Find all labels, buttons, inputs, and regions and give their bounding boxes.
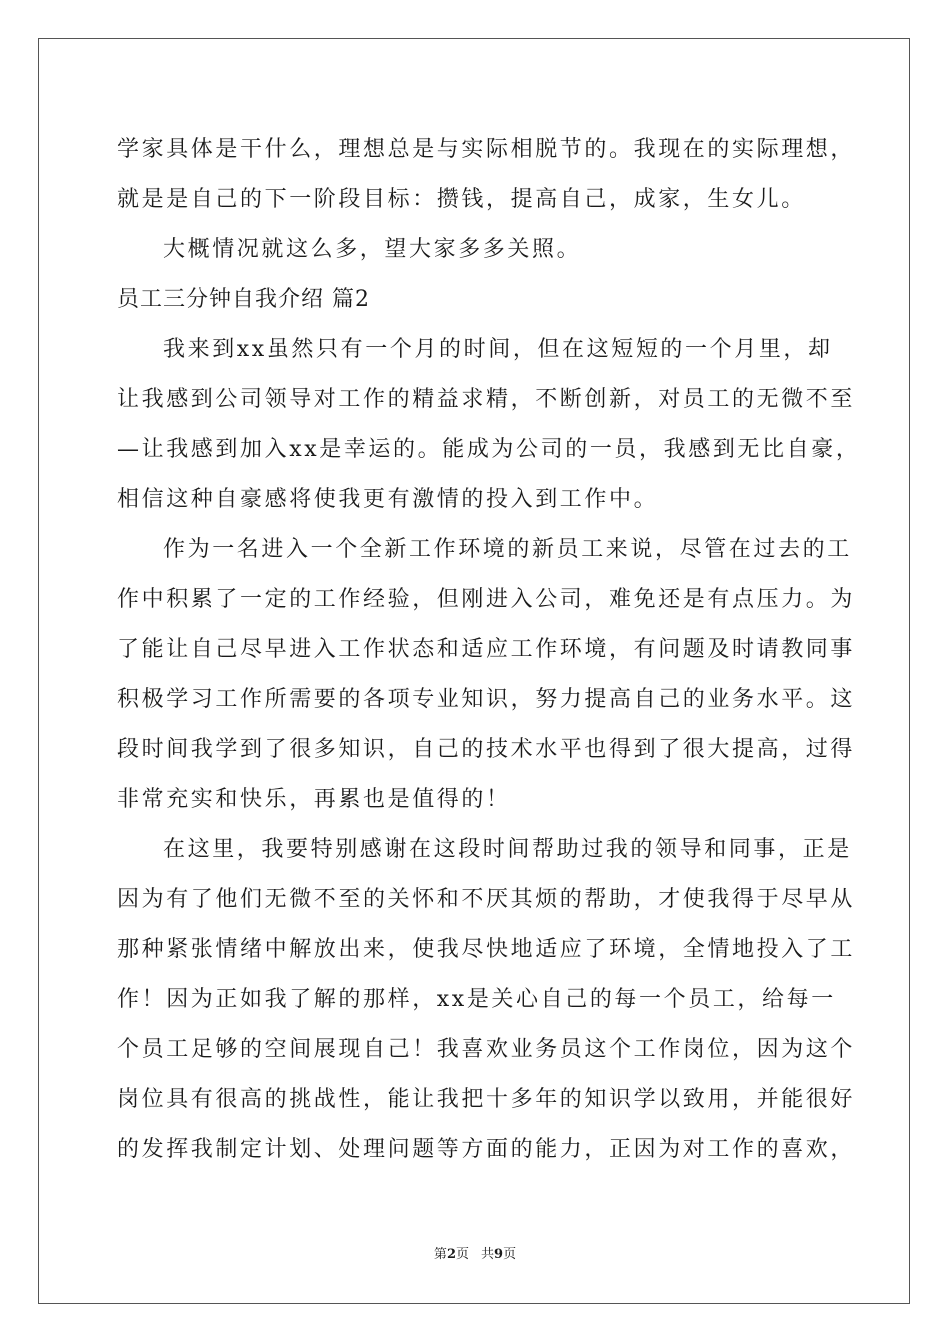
text-line: 段时间我学到了很多知识，自己的技术水平也得到了很大提高，过得 bbox=[117, 737, 856, 762]
page-footer bbox=[0, 1246, 950, 1264]
text-line: 因为有了他们无微不至的关怀和不厌其烦的帮助，才使我得于尽早从 bbox=[117, 887, 856, 912]
text-line: 相信这种自豪感将使我更有激情的投入到工作中。 bbox=[117, 487, 659, 512]
page-prefix: 第 bbox=[433, 1247, 447, 1262]
text-line: 作中积累了一定的工作经验，但刚进入公司，难免还是有点压力。为 bbox=[117, 587, 856, 612]
page-total: 9 bbox=[494, 1247, 504, 1262]
text-line: 让我感到公司领导对工作的精益求精，不断创新，对员工的无微不至 bbox=[117, 387, 856, 412]
text-line: 积极学习工作所需要的各项专业知识，努力提高自己的业务水平。这 bbox=[117, 687, 856, 712]
paragraph-start: 作为一名进入一个全新工作环境的新员工来说，尽管在过去的工 bbox=[163, 537, 852, 562]
paragraph-start: 大概情况就这么多，望大家多多关照。 bbox=[163, 237, 582, 262]
text-line: 非常充实和快乐，再累也是值得的！ bbox=[117, 787, 511, 812]
paragraph-start: 我来到xx虽然只有一个月的时间，但在这短短的一个月里，却 bbox=[163, 337, 833, 362]
section-heading: 员工三分钟自我介绍 篇2 bbox=[117, 287, 370, 312]
text-line: 学家具体是干什么，理想总是与实际相脱节的。我现在的实际理想， bbox=[117, 137, 856, 162]
text-line: —让我感到加入xx是幸运的。能成为公司的一员，我感到无比自豪， bbox=[117, 437, 861, 462]
page-border bbox=[38, 38, 910, 1304]
text-line: 作！因为正如我了解的那样，xx是关心自己的每一个员工，给每一 bbox=[117, 987, 836, 1012]
text-line: 就是是自己的下一阶段目标：攒钱，提高自己，成家，生女儿。 bbox=[117, 187, 806, 212]
page-current: 2 bbox=[446, 1247, 456, 1262]
text-line: 那种紧张情绪中解放出来，使我尽快地适应了环境，全情地投入了工 bbox=[117, 937, 856, 962]
text-line: 岗位具有很高的挑战性，能让我把十多年的知识学以致用，并能很好 bbox=[117, 1087, 856, 1112]
text-line: 了能让自己尽早进入工作状态和适应工作环境，有问题及时请教同事 bbox=[117, 637, 856, 662]
text-line: 的发挥我制定计划、处理问题等方面的能力，正因为对工作的喜欢， bbox=[117, 1137, 856, 1162]
text-line: 个员工足够的空间展现自己！我喜欢业务员这个工作岗位，因为这个 bbox=[117, 1037, 856, 1062]
page-suffix: 页 bbox=[455, 1247, 469, 1262]
paragraph-start: 在这里，我要特别感谢在这段时间帮助过我的领导和同事，正是 bbox=[163, 837, 852, 862]
total-suffix: 页 bbox=[503, 1247, 517, 1262]
total-prefix: 共 bbox=[481, 1247, 495, 1262]
